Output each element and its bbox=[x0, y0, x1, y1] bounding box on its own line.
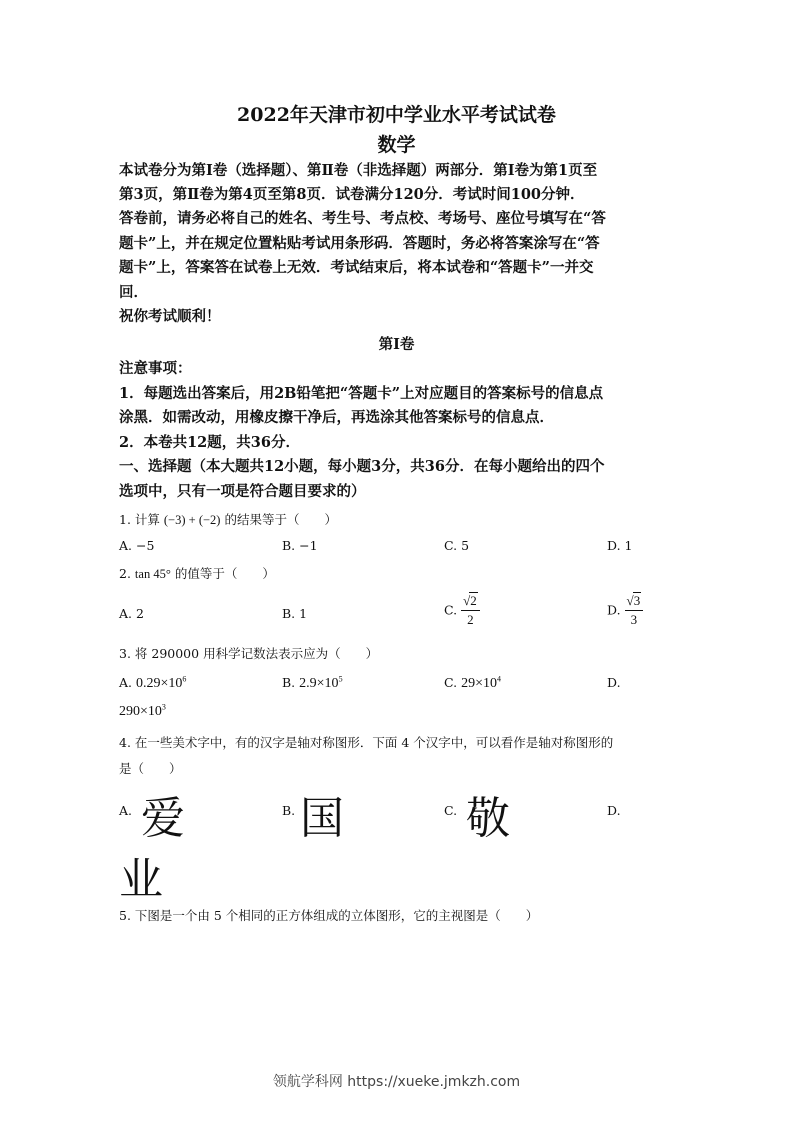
intro-line: 答卷前，请务必将自己的姓名、考生号、考点校、考场号、座位号填写在“答 bbox=[119, 210, 606, 227]
option-d-label: D. bbox=[607, 602, 621, 618]
option-a-label[interactable]: A. bbox=[119, 803, 133, 818]
question-4-stem-line: 4. 在一些美术字中，有的汉字是轴对称图形．下面 4 个汉字中，可以看作是轴对称图形的 bbox=[119, 735, 614, 750]
fraction-denominator: 2 bbox=[467, 612, 474, 627]
note-line: 涂黑．如需改动，用橡皮擦干净后，再选涂其他答案标号的信息点． bbox=[119, 409, 554, 426]
option-b[interactable]: B. −1 bbox=[282, 538, 318, 553]
question-2-prefix: 2. bbox=[119, 566, 131, 581]
fraction-numerator: 2 bbox=[470, 593, 477, 608]
note-line: 1．每题选出答案后，用2B铅笔把“答题卡”上对应题目的答案标号的信息点 bbox=[119, 385, 604, 402]
question-1-prefix: 1. 计算 bbox=[119, 512, 160, 527]
note-line: 2．本卷共12题，共36分． bbox=[119, 434, 300, 451]
option-a-character[interactable]: 爱 bbox=[141, 793, 185, 844]
question-2-expression: tan 45° bbox=[134, 567, 171, 581]
option-d[interactable]: D. 1 bbox=[607, 538, 633, 553]
option-d-label[interactable]: D. bbox=[607, 803, 621, 818]
section-title: 第Ⅰ卷 bbox=[378, 336, 415, 353]
option-d-value[interactable]: $290\times 10^3$ bbox=[119, 702, 166, 719]
option-b[interactable] bbox=[282, 675, 343, 692]
option-c[interactable] bbox=[444, 675, 501, 692]
radical-sign: √ bbox=[463, 593, 471, 608]
intro-line: 题卡”上，答案答在试卷上无效．考试结束后，将本试卷和“答题卡”一并交 bbox=[119, 259, 594, 276]
option-b-label: B. bbox=[282, 675, 296, 690]
intro-line: 题卡”上，并在规定位置粘贴考试用条形码．答题时，务必将答案涂写在“答 bbox=[119, 235, 600, 252]
intro-line: 祝你考试顺利！ bbox=[119, 308, 221, 325]
option-c[interactable] bbox=[444, 592, 480, 628]
option-c[interactable]: C. 5 bbox=[444, 538, 470, 553]
part-heading-line: 一、选择题（本大题共12小题，每小题3分，共36分．在每小题给出的四个 bbox=[119, 458, 605, 475]
question-4-stem-line: 是（ ） bbox=[119, 761, 182, 776]
question-5-stem: 5. 下图是一个由 5 个相同的正方体组成的立体图形，它的主视图是（ ） bbox=[119, 908, 539, 923]
question-3-stem: 3. 将 290000 用科学记数法表示应为（ ） bbox=[119, 646, 379, 661]
fraction bbox=[625, 592, 644, 628]
option-c-value: $29\times 10^4$ bbox=[461, 674, 501, 691]
fraction-numerator: 3 bbox=[633, 593, 641, 608]
option-a[interactable]: A. 2 bbox=[119, 606, 144, 621]
option-a-value: $0.29\times 10^6$ bbox=[136, 674, 187, 691]
intro-line: 回． bbox=[119, 284, 148, 301]
option-c-label[interactable]: C. bbox=[444, 803, 458, 818]
option-c-label: C. bbox=[444, 602, 458, 618]
option-d-character[interactable]: 业 bbox=[119, 854, 163, 905]
option-b-label[interactable]: B. bbox=[282, 803, 296, 818]
question-1-expression: (−3) + (−2) bbox=[163, 513, 221, 527]
exam-title: 2022年天津市初中学业水平考试试卷 bbox=[237, 104, 556, 126]
fraction bbox=[461, 592, 480, 628]
question-2-stem bbox=[119, 564, 275, 582]
intro-line: 第3页，第Ⅱ卷为第4页至第8页．试卷满分120分．考试时间100分钟． bbox=[119, 186, 585, 203]
part-heading-line: 选项中，只有一项是符合题目要求的） bbox=[119, 483, 366, 500]
question-1-suffix: 的结果等于（ ） bbox=[224, 512, 337, 527]
option-b-value: $2.9\times 10^5$ bbox=[299, 674, 343, 691]
footer-watermark: 领航学科网 https://xueke.jmkzh.com bbox=[272, 1074, 521, 1090]
intro-line: 本试卷分为第Ⅰ卷（选择题）、第Ⅱ卷（非选择题）两部分．第Ⅰ卷为第1页至 bbox=[119, 162, 598, 179]
option-a[interactable] bbox=[119, 675, 186, 692]
option-d-label[interactable]: D. bbox=[607, 675, 621, 690]
option-d[interactable] bbox=[607, 592, 643, 628]
question-1-stem bbox=[119, 510, 337, 528]
notes-title: 注意事项： bbox=[119, 360, 192, 377]
option-c-label: C. bbox=[444, 675, 458, 690]
option-c-character[interactable]: 敬 bbox=[466, 793, 510, 844]
subject-title: 数学 bbox=[377, 134, 416, 156]
option-b-character[interactable]: 国 bbox=[300, 793, 344, 844]
option-a[interactable]: A. −5 bbox=[119, 538, 155, 553]
fraction-denominator: 3 bbox=[630, 612, 638, 627]
question-2-suffix: 的值等于（ ） bbox=[174, 566, 275, 581]
radical-sign: √ bbox=[626, 593, 634, 608]
option-b[interactable]: B. 1 bbox=[282, 606, 308, 621]
option-a-label: A. bbox=[119, 675, 133, 690]
